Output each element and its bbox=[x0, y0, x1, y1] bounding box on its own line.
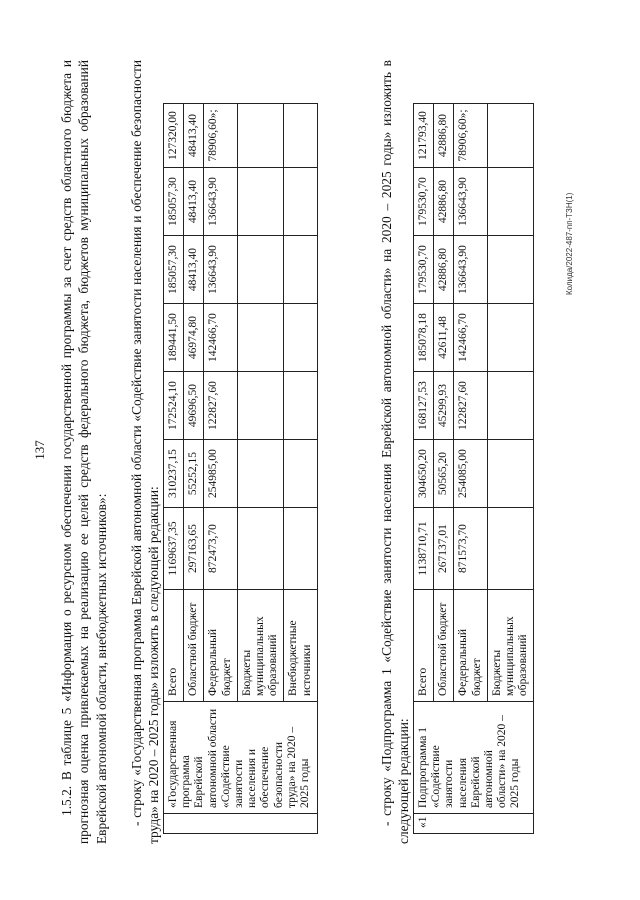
amount-cell: 48413,40 bbox=[184, 168, 204, 236]
amount-cell bbox=[487, 104, 534, 168]
amount-cell: 172524,10 bbox=[164, 372, 184, 440]
funding-source-cell: Внебюджетные источники bbox=[284, 590, 317, 702]
amount-cell: 297163,65 bbox=[184, 508, 204, 590]
program-name-cell: Подпрограмма 1 «Содействие занятости населения Еврейской автономной области» на 2020 – 2025 годы bbox=[414, 702, 534, 814]
amount-cell: 136643,90 bbox=[454, 168, 487, 236]
table-program-body bbox=[164, 104, 318, 834]
table-subprogram bbox=[413, 103, 534, 834]
amount-cell bbox=[487, 508, 534, 590]
funding-source-cell: Бюджеты муниципальных образований bbox=[237, 590, 284, 702]
page-number: 137 bbox=[32, 440, 47, 460]
amount-cell bbox=[487, 236, 534, 304]
paragraph-program-row: - строку «Государственная программа Еврейской автономной области «Содействие занятости населения и обеспечение безопасности труда» на 2020 – 2025 годы» изложить в следующей редакции: bbox=[129, 60, 162, 844]
table-row bbox=[414, 104, 434, 834]
amount-cell: 185078,18 bbox=[414, 304, 434, 372]
amount-cell: 48413,40 bbox=[184, 104, 204, 168]
amount-cell: 1169637,35 bbox=[164, 508, 184, 590]
funding-source-cell: Областной бюджет bbox=[184, 590, 204, 702]
amount-cell: 871573,70 bbox=[454, 508, 487, 590]
amount-cell: 136643,90 bbox=[204, 168, 237, 236]
amount-cell: 42886,80 bbox=[434, 168, 454, 236]
amount-cell: 168127,53 bbox=[414, 372, 434, 440]
amount-cell: 189441,50 bbox=[164, 304, 184, 372]
amount-cell: 267137,01 bbox=[434, 508, 454, 590]
amount-cell: 1138710,71 bbox=[414, 508, 434, 590]
amount-cell: 254985,00 bbox=[204, 440, 237, 508]
amount-cell: 46974,80 bbox=[184, 304, 204, 372]
program-name-cell: «Государственная программа Еврейской автономной области «Содействие занятости населения и обеспечение безопасности труда» на 2020 – 2025 годы bbox=[164, 702, 318, 814]
amount-cell bbox=[284, 508, 317, 590]
amount-cell bbox=[284, 372, 317, 440]
amount-cell: 122827,60 bbox=[204, 372, 237, 440]
amount-cell: 42611,48 bbox=[434, 304, 454, 372]
amount-cell: 254085,00 bbox=[454, 440, 487, 508]
amount-cell bbox=[237, 372, 284, 440]
amount-cell: 48413,40 bbox=[184, 236, 204, 304]
amount-cell: 185057,30 bbox=[164, 168, 184, 236]
footer-code: Колида/2022-487-пп-ТЗН(1) bbox=[565, 192, 574, 295]
amount-cell: 872473,70 bbox=[204, 508, 237, 590]
amount-cell bbox=[237, 236, 284, 304]
funding-source-cell: Федеральный бюджет bbox=[454, 590, 487, 702]
funding-source-cell: Всего bbox=[414, 590, 434, 702]
amount-cell: 127320,00 bbox=[164, 104, 184, 168]
amount-cell: 42886,80 bbox=[434, 236, 454, 304]
table-row bbox=[164, 104, 184, 834]
funding-source-cell: Бюджеты муниципальных образований bbox=[487, 590, 534, 702]
amount-cell bbox=[284, 168, 317, 236]
amount-cell: 179530,70 bbox=[414, 168, 434, 236]
amount-cell: 142466,70 bbox=[204, 304, 237, 372]
paragraph-subprogram-row: - строку «Подпрограмма 1 «Содействие занятости населения Еврейской автономной области» на 2020 – 2025 годы» изложить в следующей редакции: bbox=[379, 60, 412, 844]
amount-cell: 310237,15 bbox=[164, 440, 184, 508]
row-number-cell bbox=[164, 814, 318, 834]
amount-cell bbox=[487, 168, 534, 236]
amount-cell bbox=[237, 168, 284, 236]
amount-cell bbox=[487, 304, 534, 372]
amount-cell: 121793,40 bbox=[414, 104, 434, 168]
amount-cell bbox=[237, 440, 284, 508]
row-number-cell: «1 bbox=[414, 814, 534, 834]
rotated-content bbox=[32, 50, 600, 850]
amount-cell: 78906,60»; bbox=[204, 104, 237, 168]
amount-cell: 55252,15 bbox=[184, 440, 204, 508]
table-program bbox=[163, 103, 318, 834]
funding-source-cell: Областной бюджет bbox=[434, 590, 454, 702]
amount-cell: 49696,50 bbox=[184, 372, 204, 440]
amount-cell: 78906,60»; bbox=[454, 104, 487, 168]
amount-cell bbox=[487, 372, 534, 440]
amount-cell: 185057,30 bbox=[164, 236, 184, 304]
amount-cell bbox=[237, 508, 284, 590]
amount-cell: 50565,20 bbox=[434, 440, 454, 508]
amount-cell: 136643,90 bbox=[454, 236, 487, 304]
amount-cell: 304650,20 bbox=[414, 440, 434, 508]
amount-cell: 45299,93 bbox=[434, 372, 454, 440]
amount-cell bbox=[237, 304, 284, 372]
amount-cell: 142466,70 bbox=[454, 304, 487, 372]
amount-cell bbox=[487, 440, 534, 508]
paragraph-intro: 1.5.2. В таблице 5 «Информация о ресурсном обеспечении государственной программы за счет средств областного бюджета и прогнозная оценка привлекаемых на реализацию ее целей средств федерального бюджета, бюджетов муниципальных образований Еврейской автономной области, внебюджетных источников»: bbox=[59, 60, 109, 844]
table-subprogram-body bbox=[414, 104, 534, 834]
amount-cell: 179530,70 bbox=[414, 236, 434, 304]
funding-source-cell: Всего bbox=[164, 590, 184, 702]
amount-cell bbox=[284, 104, 317, 168]
amount-cell bbox=[284, 236, 317, 304]
amount-cell: 42886,80 bbox=[434, 104, 454, 168]
amount-cell bbox=[237, 104, 284, 168]
funding-source-cell: Федеральный бюджет bbox=[204, 590, 237, 702]
amount-cell: 136643,90 bbox=[204, 236, 237, 304]
amount-cell: 122827,60 bbox=[454, 372, 487, 440]
amount-cell bbox=[284, 440, 317, 508]
amount-cell bbox=[284, 304, 317, 372]
